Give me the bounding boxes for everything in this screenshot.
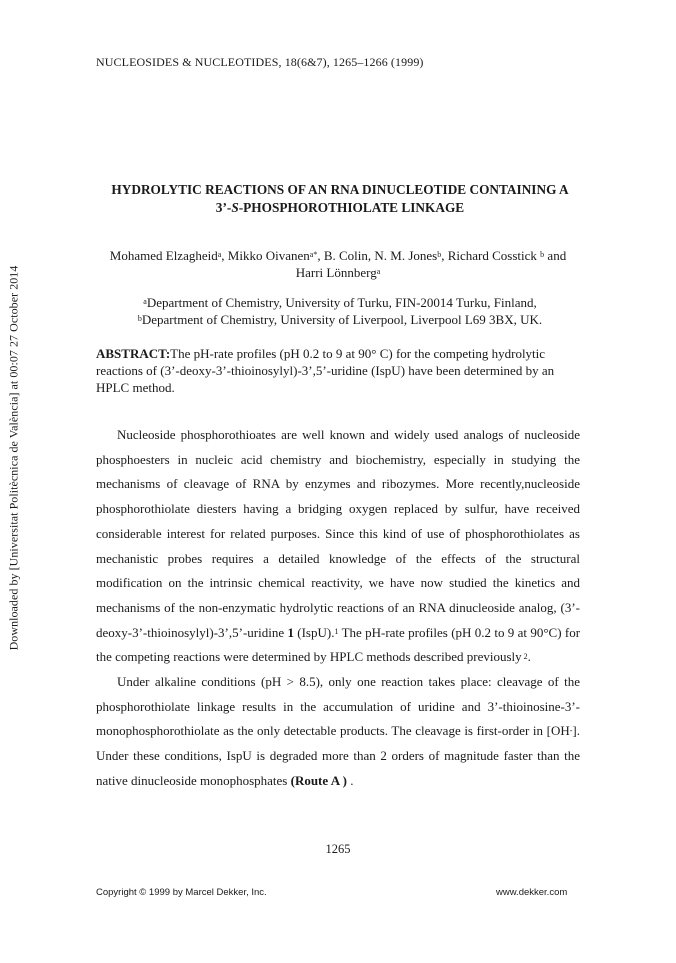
abstract: [96, 345, 566, 396]
author: Mikko Oivanen: [227, 248, 310, 263]
author-list: [60, 247, 616, 281]
page-number: 1265: [325, 842, 351, 856]
download-watermark: [4, 218, 24, 698]
paragraph-2: Under alkaline conditions (pH > 8.5), only one reaction takes place: cleavage of the phosphorothiolate linkage results in the accumulation of uridine and 3’-thioinosine-3’-monophosphorothiolate as the only detectable products. The cleavage is first-order in [OH-]. Under these conditions, IspU is degraded more than 2 orders of magnitude faster than the native dinucleoside monophosphates (Route A ) .: [96, 674, 580, 788]
publisher-website: www.dekker.com: [496, 887, 568, 898]
download-note: Downloaded by [Universitat Politècnica de València] at 00:07 27 October 2014: [6, 265, 21, 651]
authors-line-2: Harri Lönnberg$^a$: [295, 265, 381, 280]
paragraph-1: Nucleoside phosphorothioates are well known and widely used analogs of nucleoside phosphoesters in nucleic acid chemistry and biochemistry, especially in studying the mechanisms of cleavage of RNA by enzymes and ribozymes. More recently,nucleoside phosphorothiolate diesters having a bridging oxygen replaced by sulfur, have received considerable interest for related purposes. Since this kind of use of phosphorothiolates as mechanistic probes requires a detailed knowledge of the effects of the structural modification on the intrinsic chemical reactivity, we have now studied the kinetics and mechanisms of the non-enzymatic hydrolytic reactions of an RNA dinucleoside analog, (3’-deoxy-3’-thioinosylyl)-3’,5’-uridine 1 (IspU).$^1$ The pH-rate profiles (pH 0.2 to 9 at 90°C) for the competing reactions were determined by HPLC methods described previously $^2$.: [96, 427, 581, 665]
article-title: [90, 181, 590, 217]
authors-line-1: Mohamed Elzagheid$^a$, Mikko Oivanen$^{a*}$, B. Colin, N. M. Jones$^b$, Richard Cosstick $^b$ and: [109, 248, 567, 263]
abstract-label: ABSTRACT:: [96, 346, 171, 361]
affiliation-a: $^a$Department of Chemistry, University of Turku, FIN-20014 Turku, Finland,: [143, 295, 537, 310]
author: Harri Lönnberg: [295, 265, 377, 280]
title-line-2: 3’-S-PHOSPHOROTHIOLATE LINKAGE: [215, 200, 465, 215]
author: Richard Cosstick: [447, 248, 541, 263]
abstract-text: The pH-rate profiles (pH 0.2 to 9 at 90° C) for the competing hydrolytic reactions of (3’-deoxy-3’-thioinosylyl)-3’,5’-uridine (IspU) have been determined by an HPLC method.: [96, 346, 555, 395]
affiliations: [80, 294, 600, 328]
copyright-notice: Copyright © 1999 by Marcel Dekker, Inc.: [96, 887, 267, 898]
author: Mohamed Elzagheid: [109, 248, 218, 263]
body-text: [96, 423, 580, 794]
author: B. Colin, N. M. Jones: [323, 248, 438, 263]
affiliation-b: $^b$Department of Chemistry, University of Liverpool, Liverpool L69 3BX, UK.: [137, 312, 543, 327]
title-line-1: HYDROLYTIC REACTIONS OF AN RNA DINUCLEOTIDE CONTAINING A: [111, 182, 569, 197]
journal-header: NUCLEOSIDES & NUCLEOTIDES, 18(6&7), 1265–1266 (1999): [96, 55, 424, 69]
